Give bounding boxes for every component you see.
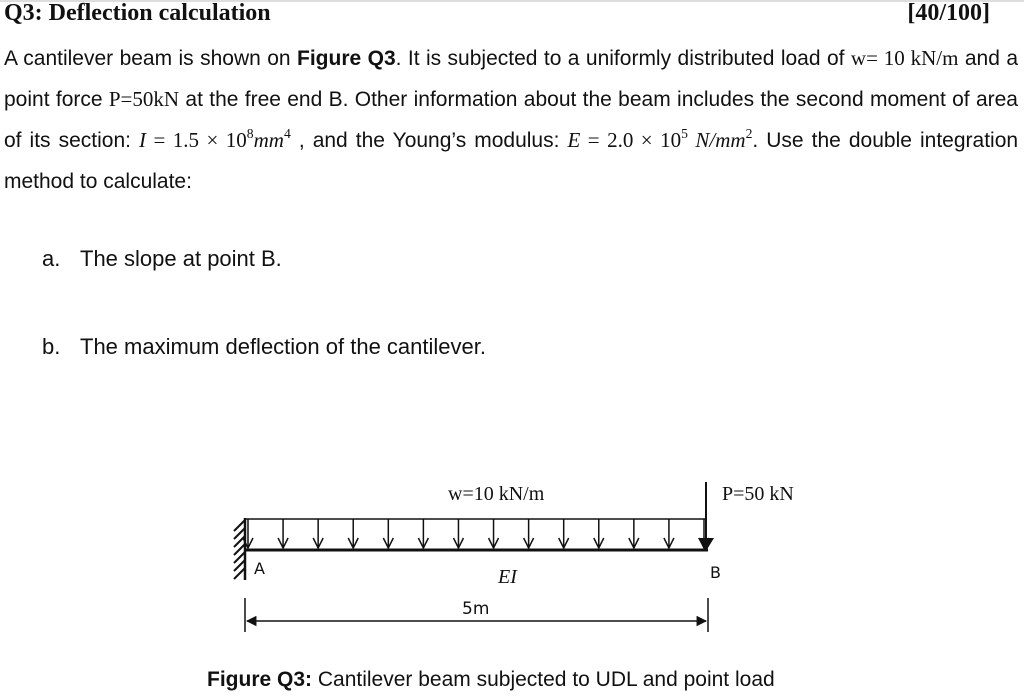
question-a (42, 246, 282, 272)
udl-arrow-icon (489, 519, 499, 548)
udl-arrow-icon (594, 519, 604, 548)
udl-arrow-icon (418, 519, 428, 548)
inertia-unit: mm (253, 128, 284, 152)
question-a-text: The slope at point B. (80, 246, 282, 271)
udl-load (243, 519, 709, 548)
inertia-exponent: 8 (246, 126, 254, 142)
udl-arrow-icon (559, 519, 569, 548)
modulus-value: = 2.0 × 10 (580, 128, 682, 152)
intro-text-4: at the free end B. Other information about the beam includes the second moment of area of its section: (4, 88, 1018, 152)
point-load-arrow-icon (698, 482, 714, 551)
udl-arrow-icon (313, 519, 323, 548)
modulus-symbol: E (567, 128, 581, 152)
span-length-label: 5m (462, 599, 490, 619)
question-b (42, 334, 486, 360)
question-a-letter: a. (42, 246, 61, 271)
question-b-text: The maximum deflection of the cantilever. (80, 334, 486, 359)
fixed-support-icon (234, 518, 245, 580)
question-b-letter: b. (42, 334, 61, 359)
free-end-label-b: B (710, 563, 721, 582)
modulus-unit: N/mm (687, 128, 746, 152)
modulus-exponent: 5 (681, 126, 688, 142)
udl-arrow-icon (629, 519, 639, 548)
intro-text-6: . Use the double integration method to calculate: (4, 129, 1019, 193)
figure-reference: Figure Q3 (297, 47, 396, 70)
point-force-value: P=50kN (108, 87, 180, 111)
problem-statement (4, 38, 1018, 202)
udl-value: w= 10 kN/m (850, 46, 959, 70)
udl-arrow-icon (278, 519, 288, 548)
intro-text-1: A cantilever beam is shown on (4, 47, 298, 70)
point-load-label: P=50 kN (722, 483, 794, 505)
caption-text: Cantilever beam subjected to UDL and point load (312, 668, 775, 691)
inertia-unit-exponent: 4 (283, 126, 291, 142)
udl-label: w=10 kN/m (448, 483, 545, 505)
udl-arrow-icon (453, 519, 463, 548)
stiffness-label: EI (498, 566, 517, 588)
intro-text-5: , and the Young’s modulus: (290, 129, 568, 152)
figure-caption (207, 668, 775, 692)
inertia-value: = 1.5 × 10 (146, 128, 247, 152)
intro-text-2: . It is subjected to a uniformly distributed load of (395, 47, 851, 70)
modulus-unit-exponent: 2 (745, 126, 753, 142)
cantilever-figure (0, 440, 1024, 666)
question-marks: [40/100] (907, 0, 990, 26)
caption-figure-number: Figure Q3: (207, 668, 313, 691)
inertia-symbol: I (139, 128, 147, 152)
udl-arrow-icon (348, 519, 358, 548)
intro-text-3: and a point force (4, 47, 1018, 111)
udl-arrow-icon (524, 519, 534, 548)
support-label-a: A (254, 559, 265, 578)
udl-arrow-icon (383, 519, 393, 548)
question-heading: Q3: Deflection calculation (4, 0, 271, 26)
udl-arrow-icon (664, 519, 674, 548)
